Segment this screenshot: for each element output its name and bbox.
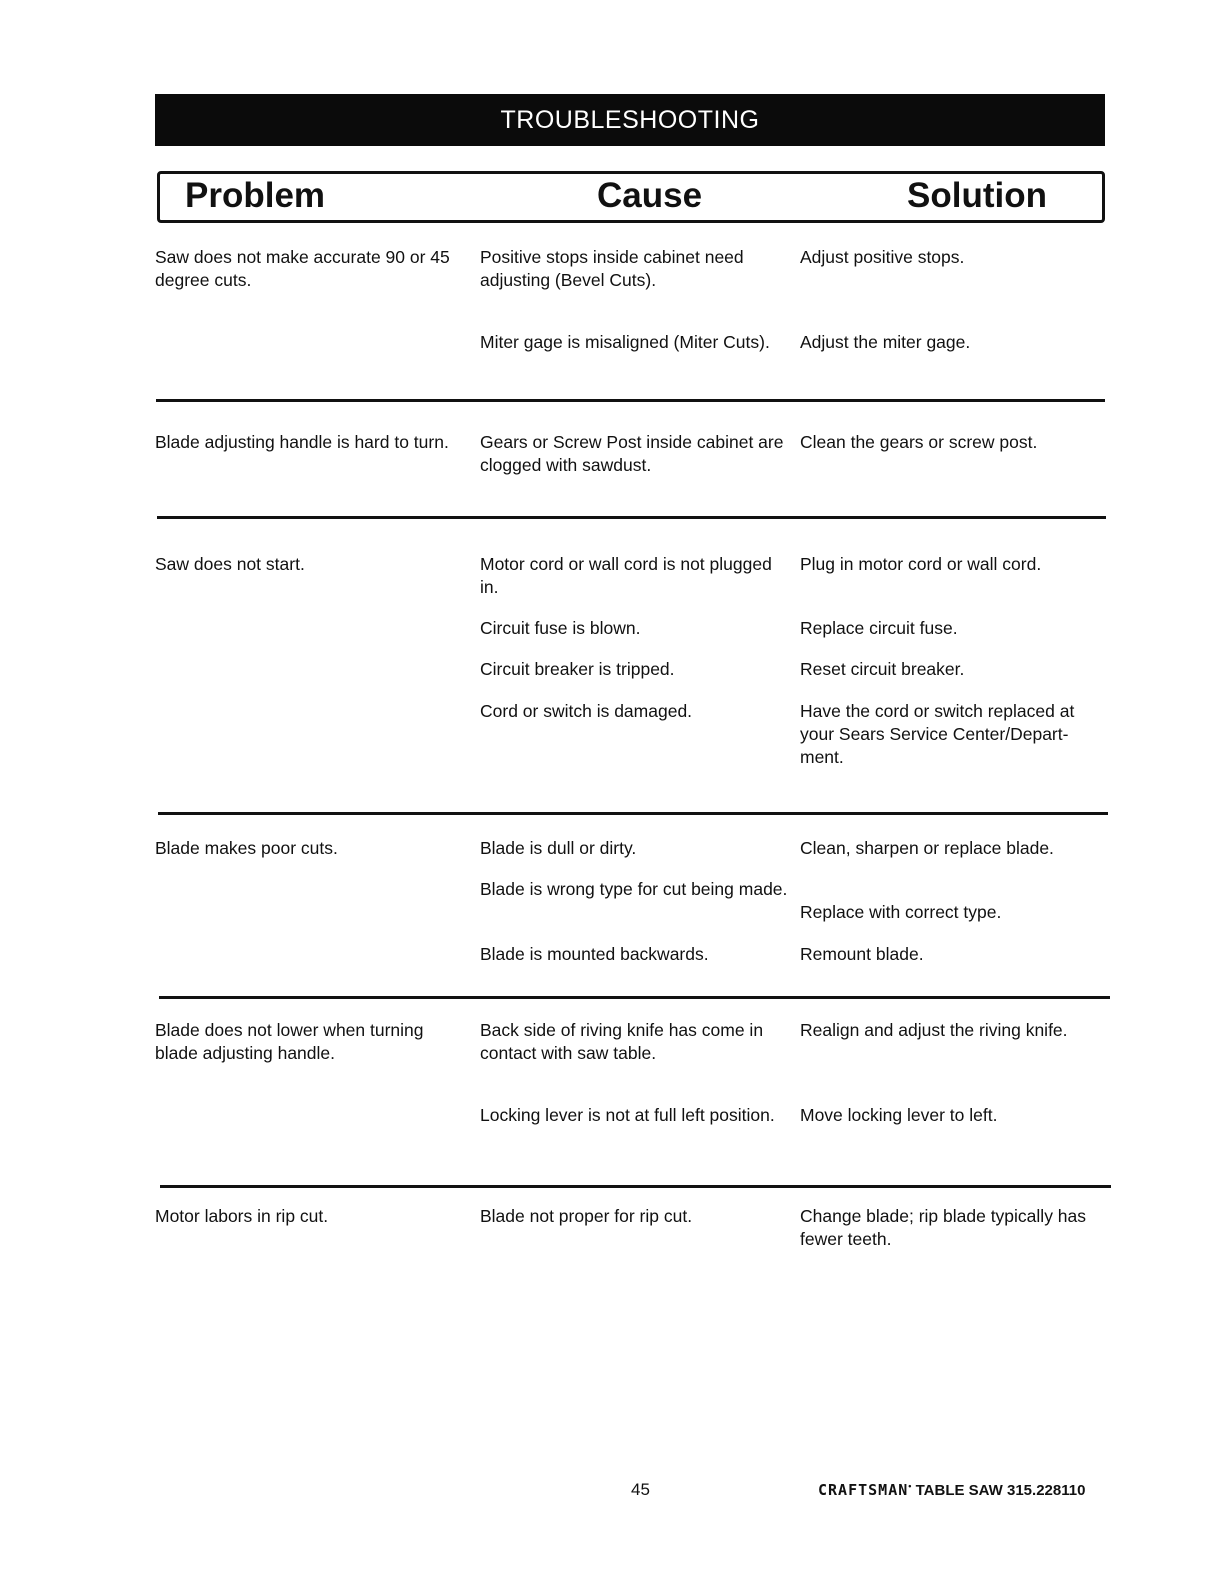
cause-text: Circuit breaker is tripped.: [480, 659, 675, 679]
problem-text: Blade makes poor cuts.: [155, 838, 338, 858]
solution-text: Move locking lever to left.: [800, 1105, 998, 1125]
row-divider: [160, 1185, 1111, 1188]
cause-text: Blade not proper for rip cut.: [480, 1206, 693, 1226]
solution-text: Reset circuit breaker.: [800, 659, 965, 679]
cause-text: Blade is mounted backwards.: [480, 944, 709, 964]
problem-text: Saw does not start.: [155, 554, 305, 574]
solution-heading: Solution: [907, 176, 1047, 215]
row-divider: [156, 399, 1105, 402]
cause-text: Positive stops inside cabinet need adjusting (Bevel Cuts).: [480, 247, 744, 290]
solution-text: Clean the gears or screw post.: [800, 432, 1038, 452]
row-divider: [159, 996, 1110, 999]
footer-product: CRAFTSMAN• TABLE SAW 315.228110: [818, 1481, 1086, 1499]
cause-text: Circuit fuse is blown.: [480, 618, 641, 638]
cause-text: Cord or switch is damaged.: [480, 701, 693, 721]
solution-text: Remount blade.: [800, 944, 924, 964]
page-number: 45: [631, 1480, 650, 1499]
solution-text: Adjust the miter gage.: [800, 332, 971, 352]
problem-text: Blade adjusting handle is hard to turn.: [155, 432, 449, 452]
solution-text: Change blade; rip blade typically has fewer teeth.: [800, 1206, 1087, 1249]
cause-text: Back side of riving knife has come in contact with saw table.: [480, 1020, 764, 1063]
problem-text: Motor labors in rip cut.: [155, 1206, 329, 1226]
row-divider: [157, 516, 1106, 519]
solution-text: Have the cord or switch replaced at your Sears Service Center/Depart-ment.: [800, 701, 1075, 767]
solution-text: Replace with correct type.: [800, 902, 1002, 922]
problem-text: Blade does not lower when turning blade adjusting handle.: [155, 1020, 424, 1063]
cause-text: Blade is wrong type for cut being made.: [480, 879, 788, 899]
cause-text: Miter gage is misaligned (Miter Cuts).: [480, 332, 770, 352]
brand-logo: CRAFTSMAN: [818, 1481, 909, 1499]
cause-text: Locking lever is not at full left position.: [480, 1105, 775, 1125]
cause-heading: Cause: [597, 176, 703, 215]
solution-text: Realign and adjust the riving knife.: [800, 1020, 1068, 1040]
cause-text: Gears or Screw Post inside cabinet are clogged with sawdust.: [480, 432, 784, 475]
problem-text: Saw does not make accurate 90 or 45 degree cuts.: [155, 247, 450, 290]
solution-text: Replace circuit fuse.: [800, 618, 958, 638]
column-header-bar: [157, 171, 1105, 223]
solution-text: Clean, sharpen or replace blade.: [800, 838, 1054, 858]
solution-text: Adjust positive stops.: [800, 247, 965, 267]
cause-text: Motor cord or wall cord is not plugged in.: [480, 554, 772, 597]
solution-text: Plug in motor cord or wall cord.: [800, 554, 1042, 574]
problem-heading: Problem: [185, 176, 326, 215]
product-name: TABLE SAW 315.228110: [915, 1482, 1086, 1499]
cause-text: Blade is dull or dirty.: [480, 838, 637, 858]
row-divider: [158, 812, 1108, 815]
section-banner: TROUBLESHOOTING: [155, 94, 1105, 146]
